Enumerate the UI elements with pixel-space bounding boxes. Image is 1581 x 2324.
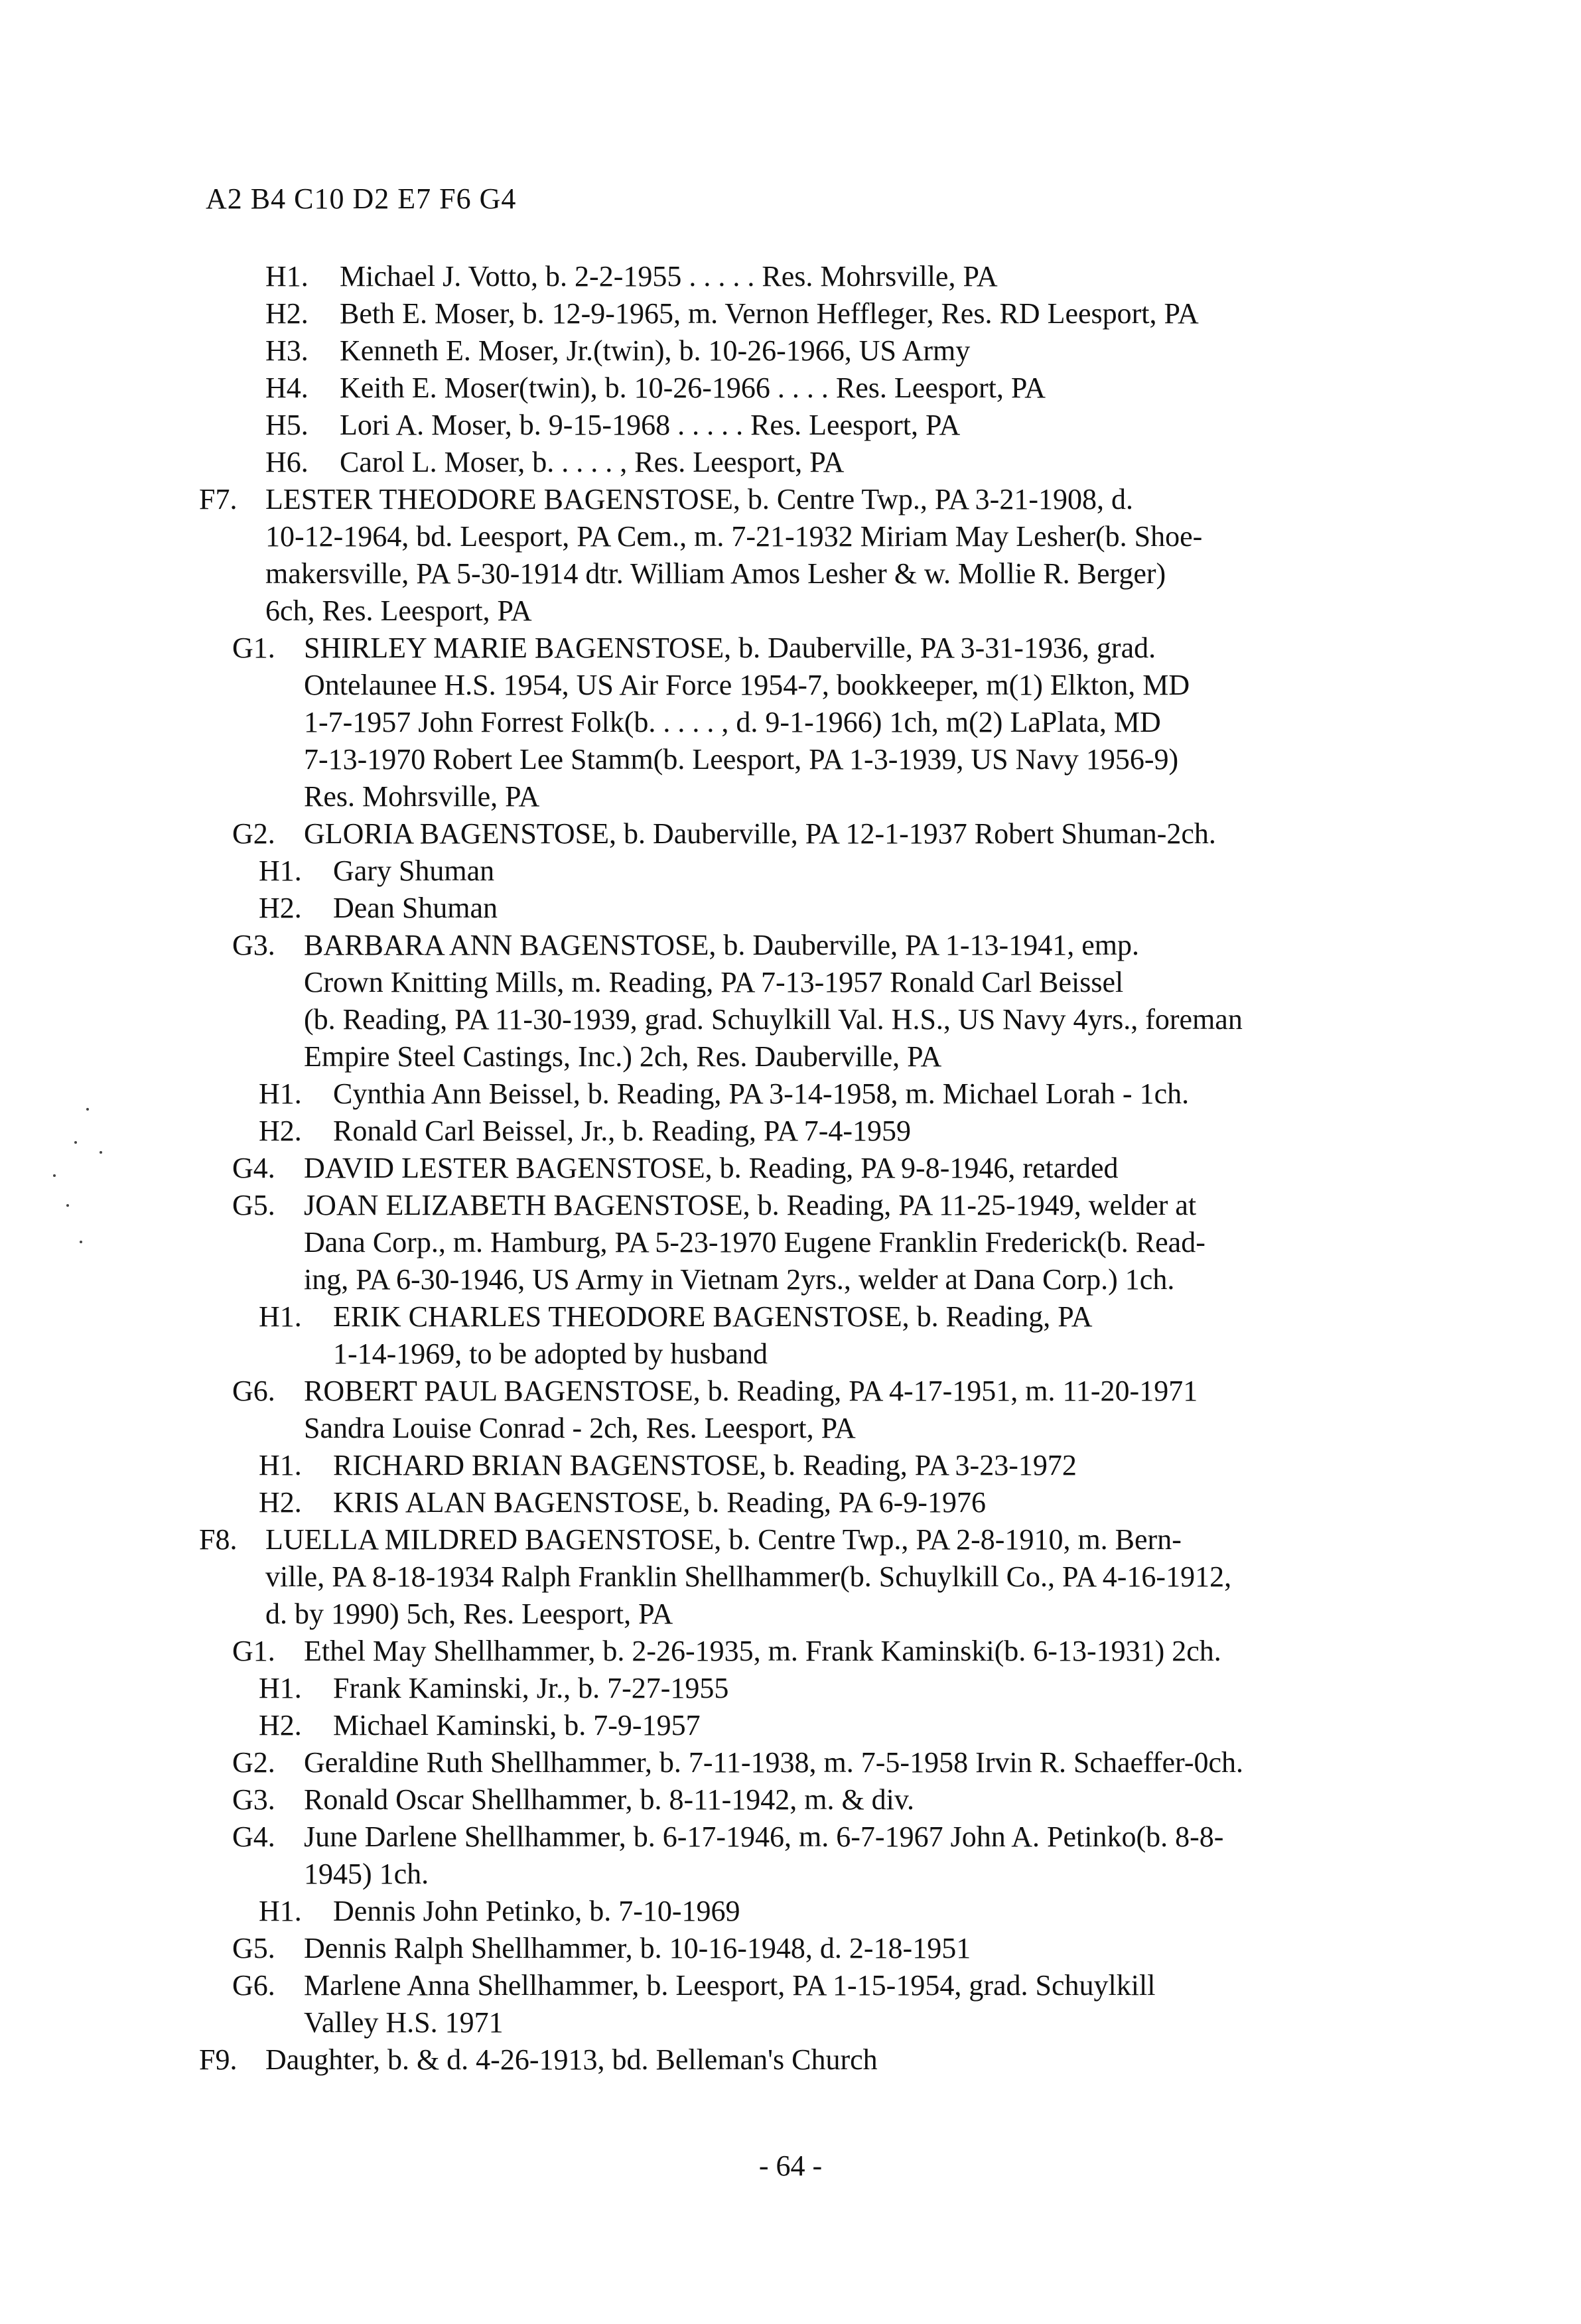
entry-g3	[0, 927, 1581, 1075]
entry-label: H2.	[259, 1709, 302, 1742]
entry-label: G3.	[232, 1783, 275, 1816]
entry-label: H5.	[265, 409, 309, 441]
entry-label: H1.	[259, 1449, 302, 1481]
entry-h5	[0, 407, 1581, 444]
entry-label: H3.	[265, 334, 309, 367]
entry-text: Marlene Anna Shellhammer, b. Leesport, PA 1-15-1954, grad. Schuylkill Valley H.S. 1971	[304, 1969, 1156, 2039]
entry-g6	[0, 1373, 1581, 1447]
entry-label: H4.	[265, 372, 309, 404]
entry-text: Carol L. Moser, b. . . . . , Res. Leesport, PA	[340, 446, 845, 478]
entry-text: Michael Kaminski, b. 7-9-1957	[333, 1709, 701, 1742]
entry-g5	[0, 1930, 1581, 1967]
entry-h4	[0, 370, 1581, 407]
entry-label: G4.	[232, 1152, 275, 1184]
entry-text: Ronald Oscar Shellhammer, b. 8-11-1942, m. & div.	[304, 1783, 915, 1816]
page-header-code: A2 B4 C10 D2 E7 F6 G4	[206, 182, 517, 215]
entry-g4	[0, 1150, 1581, 1187]
entry-h2	[0, 1484, 1581, 1521]
entry-label: H1.	[259, 1077, 302, 1110]
entry-h1	[0, 1893, 1581, 1930]
entry-text: ERIK CHARLES THEODORE BAGENSTOSE, b. Reading, PA 1-14-1969, to be adopted by husband	[333, 1300, 1093, 1370]
entry-h2	[0, 890, 1581, 927]
entry-text: Daughter, b. & d. 4-26-1913, bd. Belleman's Church	[265, 2043, 878, 2076]
entry-f8	[0, 1521, 1581, 1633]
entry-h1	[0, 1075, 1581, 1113]
entry-text: Keith E. Moser(twin), b. 10-26-1966 . . . . Res. Leesport, PA	[340, 372, 1046, 404]
entry-label: G2.	[232, 1746, 275, 1779]
entry-label: F9.	[199, 2043, 238, 2076]
entry-h6	[0, 444, 1581, 481]
entry-text: LESTER THEODORE BAGENSTOSE, b. Centre Twp., PA 3-21-1908, d. 10-12-1964, bd. Leesport, PA Cem., m. 7-21-1932 Miriam May Lesher(b. Shoe- makersville, PA 5-30-1914 dtr. William Amos Lesher & w. Mollie R. Berger) 6ch, Res. Leesport, PA	[265, 483, 1203, 627]
entry-label: G4.	[232, 1820, 275, 1853]
entry-text: June Darlene Shellhammer, b. 6-17-1946, m. 6-7-1967 John A. Petinko(b. 8-8- 1945) 1ch.	[304, 1820, 1224, 1890]
entry-text: Kenneth E. Moser, Jr.(twin), b. 10-26-1966, US Army	[340, 334, 971, 367]
entry-g3	[0, 1781, 1581, 1818]
entry-label: H1.	[259, 1672, 302, 1704]
entry-h2	[0, 1707, 1581, 1744]
genealogy-entries	[0, 258, 1581, 2079]
entry-h1	[0, 1670, 1581, 1707]
entry-text: JOAN ELIZABETH BAGENSTOSE, b. Reading, PA 11-25-1949, welder at Dana Corp., m. Hamburg, PA 5-23-1970 Eugene Franklin Frederick(b. Read- ing, PA 6-30-1946, US Army in Vietnam 2yrs., welder at Dana Corp.) 1ch.	[304, 1189, 1205, 1296]
entry-label: G2.	[232, 817, 275, 850]
entry-label: H1.	[259, 1895, 302, 1927]
entry-text: Geraldine Ruth Shellhammer, b. 7-11-1938, m. 7-5-1958 Irvin R. Schaeffer-0ch.	[304, 1746, 1244, 1779]
entry-label: H2.	[259, 892, 302, 924]
entry-label: H1.	[259, 854, 302, 887]
entry-g1	[0, 630, 1581, 815]
entry-text: Dean Shuman	[333, 892, 498, 924]
entry-g2	[0, 815, 1581, 853]
entry-h1	[0, 1298, 1581, 1373]
entry-g4	[0, 1818, 1581, 1893]
entry-text: Frank Kaminski, Jr., b. 7-27-1955	[333, 1672, 729, 1704]
entry-label: G1.	[232, 1635, 275, 1667]
entry-label: G5.	[232, 1932, 275, 1964]
entry-label: H1.	[265, 260, 309, 293]
entry-text: Michael J. Votto, b. 2-2-1955 . . . . . Res. Mohrsville, PA	[340, 260, 998, 293]
entry-g2	[0, 1744, 1581, 1781]
entry-label: F8.	[199, 1523, 238, 1556]
entry-text: Beth E. Moser, b. 12-9-1965, m. Vernon Heffleger, Res. RD Leesport, PA	[340, 297, 1199, 330]
entry-text: DAVID LESTER BAGENSTOSE, b. Reading, PA 9-8-1946, retarded	[304, 1152, 1119, 1184]
entry-label: G5.	[232, 1189, 275, 1221]
entry-label: H2.	[259, 1115, 302, 1147]
entry-label: F7.	[199, 483, 238, 515]
entry-text: Ethel May Shellhammer, b. 2-26-1935, m. Frank Kaminski(b. 6-13-1931) 2ch.	[304, 1635, 1221, 1667]
entry-h3	[0, 332, 1581, 370]
entry-h1	[0, 853, 1581, 890]
entry-label: G6.	[232, 1375, 275, 1407]
margin-marks	[40, 1088, 172, 1287]
entry-label: G3.	[232, 929, 275, 961]
entry-text: Lori A. Moser, b. 9-15-1968 . . . . . Res. Leesport, PA	[340, 409, 961, 441]
entry-label: H6.	[265, 446, 309, 478]
entry-label: H2.	[265, 297, 309, 330]
entry-text: BARBARA ANN BAGENSTOSE, b. Dauberville, PA 1-13-1941, emp. Crown Knitting Mills, m. Reading, PA 7-13-1957 Ronald Carl Beissel (b. Reading, PA 11-30-1939, grad. Schuylkill Val. H.S., US Navy 4yrs., foreman Empire Steel Castings, Inc.) 2ch, Res. Dauberville, PA	[304, 929, 1243, 1073]
entry-h2	[0, 295, 1581, 332]
entry-text: SHIRLEY MARIE BAGENSTOSE, b. Dauberville, PA 3-31-1936, grad. Ontelaunee H.S. 1954, US Air Force 1954-7, bookkeeper, m(1) Elkton, MD 1-7-1957 John Forrest Folk(b. . . . . , d. 9-1-1966) 1ch, m(2) LaPlata, MD 7-13-1970 Robert Lee Stamm(b. Leesport, PA 1-3-1939, US Navy 1956-9) Res. Mohrsville, PA	[304, 632, 1190, 813]
entry-text: LUELLA MILDRED BAGENSTOSE, b. Centre Twp., PA 2-8-1910, m. Bern- ville, PA 8-18-1934 Ralph Franklin Shellhammer(b. Schuylkill Co., PA 4-16-1912, d. by 1990) 5ch, Res. Leesport, PA	[265, 1523, 1232, 1630]
entry-h1	[0, 1447, 1581, 1484]
entry-text: RICHARD BRIAN BAGENSTOSE, b. Reading, PA 3-23-1972	[333, 1449, 1077, 1481]
entry-label: G6.	[232, 1969, 275, 2002]
page-number: - 64 -	[758, 2150, 823, 2182]
entry-text: Gary Shuman	[333, 854, 495, 887]
entry-text: Dennis John Petinko, b. 7-10-1969	[333, 1895, 740, 1927]
entry-g5	[0, 1187, 1581, 1298]
entry-label: H1.	[259, 1300, 302, 1333]
entry-text: GLORIA BAGENSTOSE, b. Dauberville, PA 12-1-1937 Robert Shuman-2ch.	[304, 817, 1216, 850]
entry-text: KRIS ALAN BAGENSTOSE, b. Reading, PA 6-9-1976	[333, 1486, 986, 1519]
entry-text: Ronald Carl Beissel, Jr., b. Reading, PA 7-4-1959	[333, 1115, 912, 1147]
entry-h2	[0, 1113, 1581, 1150]
entry-h1	[0, 258, 1581, 295]
entry-text: ROBERT PAUL BAGENSTOSE, b. Reading, PA 4-17-1951, m. 11-20-1971 Sandra Louise Conrad - 2ch, Res. Leesport, PA	[304, 1375, 1198, 1444]
entry-label: G1.	[232, 632, 275, 664]
entry-g1	[0, 1633, 1581, 1670]
entry-label: H2.	[259, 1486, 302, 1519]
entry-text: Dennis Ralph Shellhammer, b. 10-16-1948, d. 2-18-1951	[304, 1932, 971, 1964]
entry-f9	[0, 2041, 1581, 2079]
entry-text: Cynthia Ann Beissel, b. Reading, PA 3-14-1958, m. Michael Lorah - 1ch.	[333, 1077, 1190, 1110]
entry-f7	[0, 481, 1581, 630]
entry-g6	[0, 1967, 1581, 2041]
